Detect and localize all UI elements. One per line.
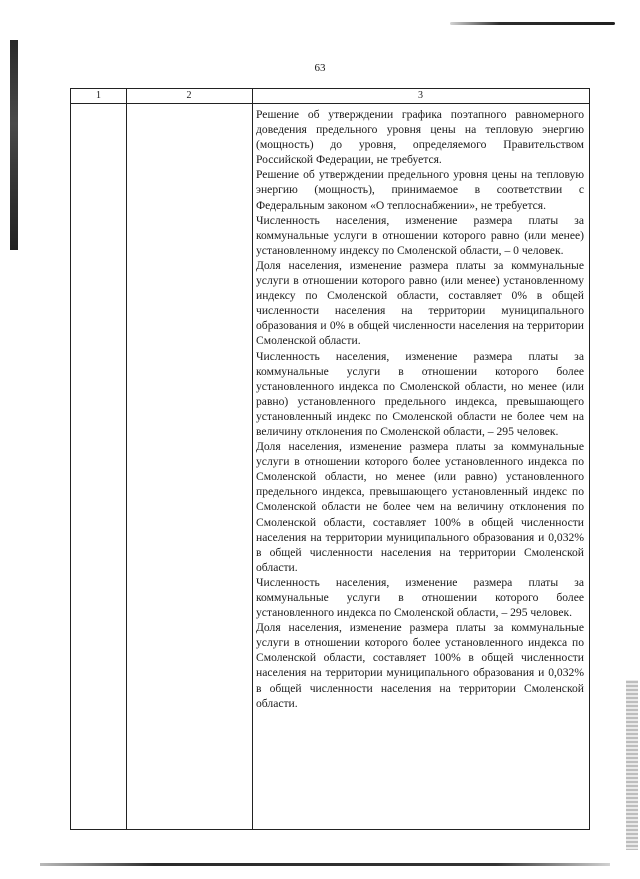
paragraph-share-equal: Доля населения, изменение размера платы за коммунальные услуги в отношении которого равно (или менее) установленному индексу по Смоленской области, составляет 0% в общей численности населения на территории муниципального образования и 0% в общей численности населения на территории Смоленской области. <box>256 258 584 348</box>
header-cell-1: 1 <box>96 90 101 101</box>
scan-edge-right <box>626 680 638 850</box>
paragraph-share-above: Доля населения, изменение размера платы за коммунальные услуги в отношении которого более установленного индекса по Смоленской области, составляет 100% в общей численности населения на территории муниципального образования и 0,032% в общей численности населения на территории Смоленской области. <box>256 621 584 710</box>
paragraph-share-within-deviation: Доля населения, изменение размера платы за коммунальные услуги в отношении которого более установленного индекса по Смоленской области, но менее (или равно) установленного предельного индекса, превышающего установленный индекс по Смоленской области не более чем на величину отклонения по Смоленской области, составляет 100% в общей численности населения на территории муниципального образования и 0,032% в общей численности населения на территории Смоленской области. <box>256 440 584 574</box>
header-cell-2: 2 <box>186 90 192 101</box>
page-number: 63 <box>314 62 326 74</box>
paragraph-population-within-deviation: Численность населения, изменение размера платы за коммунальные услуги в отношении которого более установленного индекса по Смоленской области, но менее (или равно) установленного предельного индекса, превышающего установленный индекс по Смоленской области не более чем на величину отклонения по Смоленской области, – 295 человек. <box>256 349 584 438</box>
paragraph-tariff-schedule: Решение об утверждении графика поэтапного равномерного доведения предельного уровня цены на тепловую энергию (мощность) до уровня, определяемого Правительством Российской Федерации, не требуется. <box>256 108 584 167</box>
header-cell-3: 3 <box>418 90 423 101</box>
document-table <box>70 88 590 830</box>
paragraph-population-above: Численность населения, изменение размера платы за коммунальные услуги в отношении которого более установленного индекса по Смоленской области, – 295 человек. <box>256 575 584 620</box>
paragraph-population-equal: Численность населения, изменение размера платы за коммунальные услуги в отношении которого равно (или менее) установленному индексу по Смоленской области, – 0 человек. <box>256 213 584 257</box>
column-2 <box>126 89 253 829</box>
scan-edge-bottom <box>40 863 610 866</box>
table-header-row <box>71 89 589 104</box>
paragraph-price-limit: Решение об утверждении предельного уровня цены на тепловую энергию (мощность), принимаемое в соответствии с Федеральным законом «О теплоснабжении», не требуется. <box>256 168 584 212</box>
column-3-content <box>256 107 584 711</box>
scan-edge-top <box>450 22 615 25</box>
column-1 <box>71 89 126 829</box>
